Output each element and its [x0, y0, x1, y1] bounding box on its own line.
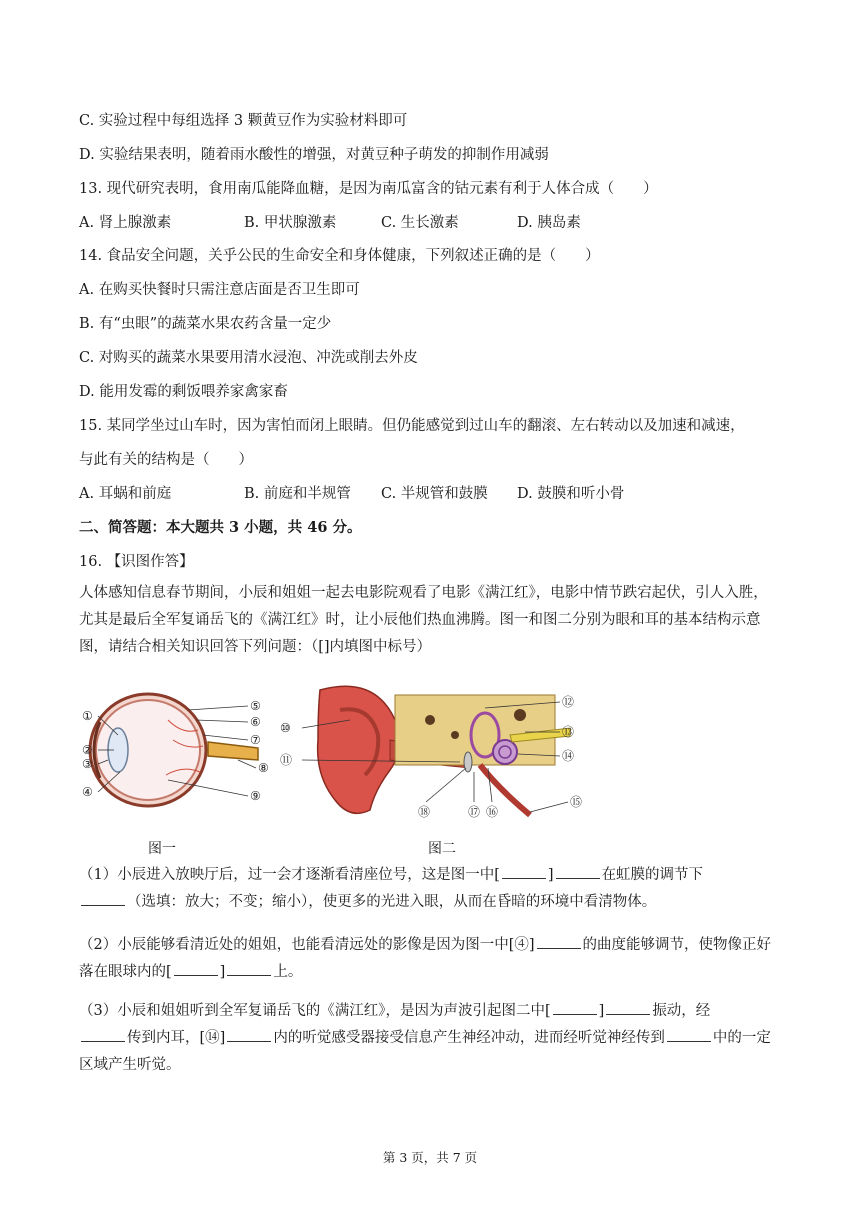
section-heading: 二、简答题：本大题共 3 小题，共 46 分。 [79, 519, 362, 536]
ear-label-17: ⑰ [468, 805, 481, 819]
q16-sub2-text3: ] [219, 964, 226, 980]
q16-sub3-text5: 内的听觉感受器接受信息产生神经冲动，进而经听觉神经传到 [273, 1030, 665, 1046]
q15-option-a: A. 耳蜗和前庭 [79, 486, 172, 502]
q16-sub2-text4: 上。 [273, 964, 303, 980]
ear-label-13: ⑬ [562, 725, 575, 739]
eye-label-1: ① [82, 709, 93, 723]
q13-stem: 13. 现代研究表明，食用南瓜能降血糖，是因为南瓜富含的钴元素有利于人体合成（ ） [79, 181, 658, 197]
q16-sub2 [79, 932, 779, 986]
eye-label-6: ⑥ [250, 715, 261, 729]
answer-blank[interactable] [227, 1027, 271, 1042]
q15-option-b: B. 前庭和半规管 [244, 486, 351, 502]
answer-blank[interactable] [174, 961, 218, 976]
ear-label-16: ⑯ [486, 805, 499, 819]
q16-sub1-text3: 在虹膜的调节下 [601, 867, 704, 883]
eye-label-3: ③ [82, 757, 93, 771]
q16-sub3-text1: （3）小辰和姐姐听到全军复诵岳飞的《满江红》，是因为声波引起图二中[ [79, 1003, 551, 1019]
ear-label-12: ⑫ [562, 695, 575, 709]
eye-label-7: ⑦ [250, 733, 261, 747]
answer-blank[interactable] [81, 891, 125, 906]
q16-sub1 [79, 862, 779, 916]
ear-label-14: ⑭ [562, 749, 575, 763]
answer-blank[interactable] [502, 864, 546, 879]
q13-option-a: A. 肾上腺激素 [79, 215, 172, 231]
q13-option-d: D. 胰岛素 [517, 215, 581, 231]
eye-label-8: ⑧ [258, 761, 269, 775]
page-footer: 第 3 页，共 7 页 [382, 1150, 478, 1165]
figure2-caption: 图二 [428, 841, 456, 857]
q14-option-a: A. 在购买快餐时只需注意店面是否卫生即可 [79, 282, 360, 298]
q16-sub2-text1: （2）小辰能够看清近处的姐姐，也能看清远处的影像是因为图一中[④] [79, 937, 535, 953]
q15-stem-line2: 与此有关的结构是（ ） [79, 452, 253, 468]
q16-sub3-text3: 振动，经 [652, 1003, 711, 1019]
q16-sub2-text2: 的曲度能够调节，使物像正好落在眼球内的[ [79, 937, 772, 980]
q16-sub3-text6: 中的一定区域产生听觉。 [79, 1030, 771, 1073]
q13-option-c: C. 生长激素 [381, 215, 459, 231]
answer-blank[interactable] [606, 1000, 650, 1015]
q14-option-b: B. 有“虫眼”的蔬菜水果农药含量一定少 [79, 316, 332, 332]
q16-title: 16. 【识图作答】 [79, 554, 194, 570]
eye-label-4: ④ [82, 785, 93, 799]
ear-label-10: ⑩ [280, 721, 291, 735]
eye-diagram [78, 680, 278, 820]
q15-stem-line1: 15. 某同学坐过山车时，因为害怕而闭上眼睛。但仍能感觉到过山车的翻滚、左右转动以及加速和减速， [79, 418, 745, 434]
q13-option-b: B. 甲状腺激素 [244, 215, 337, 231]
q16-sub1-text4: （选填：放大；不变；缩小），使更多的光进入眼，从而在昏暗的环境中看清物体。 [127, 894, 657, 910]
q15-option-c: C. 半规管和鼓膜 [381, 486, 488, 502]
answer-blank[interactable] [553, 1000, 597, 1015]
figure1-caption: 图一 [148, 841, 176, 857]
answer-blank[interactable] [81, 1027, 125, 1042]
q16-intro: 人体感知信息春节期间，小辰和姐姐一起去电影院观看了电影《满江红》，电影中情节跌宕起伏，引人入胜，尤其是最后全军复诵岳飞的《满江红》时，让小辰他们热血沸腾。图一和图二分别为眼和耳的基本结构示意图，请结合相关知识回答下列问题：（[]内填图中标号） [79, 585, 768, 655]
eye-label-5: ⑤ [250, 699, 261, 713]
ear-label-11: ⑪ [280, 753, 293, 767]
ear-diagram [280, 680, 590, 825]
eye-label-9: ⑨ [250, 789, 261, 803]
answer-blank[interactable] [537, 934, 581, 949]
q16-sub1-text1: （1）小辰进入放映厅后，过一会才逐渐看清座位号，这是图一中[ [79, 867, 500, 883]
ear-label-18: ⑱ [418, 805, 431, 819]
q14-stem: 14. 食品安全问题，关乎公民的生命安全和身体健康，下列叙述正确的是（ ） [79, 248, 600, 264]
q14-option-c: C. 对购买的蔬菜水果要用清水浸泡、冲洗或削去外皮 [79, 350, 418, 366]
q16-sub1-text2: ] [547, 867, 554, 883]
q16-sub3-text4: 传到内耳，[⑭] [127, 1030, 226, 1046]
eye-label-2: ② [82, 743, 93, 757]
q15-option-d: D. 鼓膜和听小骨 [517, 486, 625, 502]
answer-blank[interactable] [227, 961, 271, 976]
q12-option-c: C. 实验过程中每组选择 3 颗黄豆作为实验材料即可 [79, 113, 408, 129]
q16-sub3-text2: ] [598, 1003, 605, 1019]
q14-option-d: D. 能用发霉的剩饭喂养家禽家畜 [79, 384, 288, 400]
q16-sub3 [79, 998, 779, 1079]
ear-label-15: ⑮ [570, 795, 583, 809]
answer-blank[interactable] [556, 864, 600, 879]
q12-option-d: D. 实验结果表明，随着雨水酸性的增强，对黄豆种子萌发的抑制作用减弱 [79, 147, 549, 163]
answer-blank[interactable] [667, 1027, 711, 1042]
